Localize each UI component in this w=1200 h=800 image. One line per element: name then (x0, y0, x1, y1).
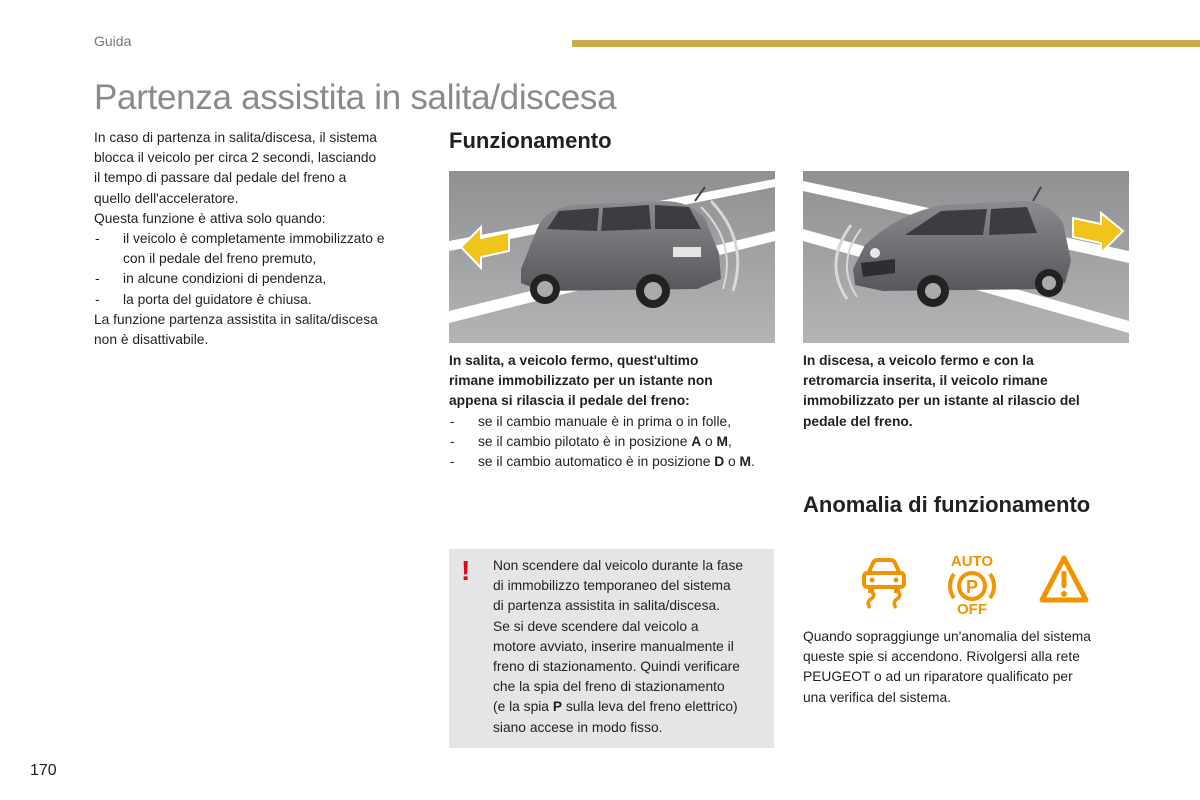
list-item-line: - la porta del guidatore è chiusa. (123, 291, 312, 307)
intro-text (94, 128, 422, 350)
list-item-line: - in alcune condizioni di pendenza, (123, 271, 327, 287)
funzionamento-heading: Funzionamento (449, 128, 612, 153)
auto-label: AUTO (950, 553, 994, 570)
caption-bold-line: retromarcia inserita, il veicolo rimane (803, 373, 1048, 389)
gear-letter: M (739, 454, 752, 470)
warning-box (449, 549, 774, 748)
downhill-caption (803, 351, 1133, 432)
list-item-text: se il cambio automatico è in posizione (478, 454, 715, 470)
warning-line: Non scendere dal veicolo durante la fase (493, 558, 744, 573)
anomalia-line: PEUGEOT o ad un riparatore qualificato per (803, 669, 1073, 685)
anomalia-text (803, 627, 1133, 708)
list-item-text: o (724, 454, 740, 470)
warning-line: di partenza assistita in salita/discesa. (493, 598, 720, 614)
list-item-text: , (728, 433, 732, 449)
header-accent-bar (572, 40, 1200, 47)
uphill-car-image (449, 171, 775, 343)
warning-line: che la spia del freno di stazionamento (493, 679, 725, 695)
caption-bold-line: appena si rilascia il pedale del freno: (449, 393, 690, 409)
anomalia-line: Quando sopraggiunge un'anomalia del sistema (803, 629, 1091, 644)
uphill-caption (449, 351, 779, 472)
downhill-illustration (803, 171, 1129, 343)
warning-line: motore avviato, inserire manualmente il (493, 638, 734, 654)
closing-line: non è disattivabile. (94, 332, 209, 348)
caption-bold-line: In discesa, a veicolo fermo e con la (803, 353, 1034, 368)
gear-letter: M (716, 433, 729, 449)
list-item (449, 412, 779, 432)
warning-line: di immobilizzo temporaneo del sistema (493, 578, 731, 594)
condition-lead: Questa funzione è attiva solo quando: (94, 210, 326, 226)
warning-line (493, 697, 769, 717)
warning-line: siano accese in modo fisso. (493, 719, 663, 735)
stability-control-icon (860, 552, 908, 617)
list-item (449, 452, 779, 472)
list-item (449, 432, 779, 452)
parking-p-label: P (965, 577, 979, 597)
uphill-illustration (449, 171, 775, 343)
auto-parking-off-icon (944, 552, 1000, 621)
condition-list (94, 229, 422, 310)
caption-bold-line: In salita, a veicolo fermo, quest'ultimo (449, 353, 699, 368)
warning-line: Se si deve scendere dal veicolo a (493, 618, 699, 634)
gearbox-list (449, 412, 779, 473)
intro-line: quello dell'acceleratore. (94, 190, 239, 206)
intro-line: il tempo di passare dal pedale del freno a (94, 170, 347, 186)
gear-letter: A (691, 433, 702, 449)
exclamation-icon: ! (461, 555, 471, 586)
parking-letter: P (552, 699, 563, 715)
list-item-text: se il cambio manuale è in prima o in folle, (478, 413, 732, 429)
downhill-car-image (803, 171, 1129, 343)
list-item-text: . (751, 454, 755, 470)
list-item (94, 229, 422, 269)
warning-line-text: sulla leva del freno elettrico) (562, 699, 738, 715)
section-label: Guida (94, 33, 132, 49)
caption-bold-line: pedale del freno. (803, 413, 913, 429)
anomalia-line: queste spie si accendono. Rivolgersi alla rete (803, 649, 1080, 665)
list-item-line: con il pedale del freno premuto, (123, 251, 317, 267)
warning-line-text: (e la spia (493, 699, 553, 715)
page-number: 170 (30, 762, 57, 779)
off-label: OFF (957, 601, 987, 616)
gear-letter: D (714, 454, 725, 470)
anomalia-line: una verifica del sistema. (803, 689, 951, 705)
intro-line: blocca il veicolo per circa 2 secondi, lasciando (94, 150, 377, 166)
caption-bold-line: immobilizzato per un istante al rilascio del (803, 393, 1080, 409)
warning-line: freno di stazionamento. Quindi verificare (493, 659, 740, 675)
intro-line: In caso di partenza in salita/discesa, il sistema (94, 130, 377, 145)
page-title: Partenza assistita in salita/discesa (94, 78, 617, 117)
list-item (94, 269, 422, 289)
closing-line: La funzione partenza assistita in salita/discesa (94, 311, 378, 327)
warning-text (493, 556, 769, 738)
caption-bold-line: rimane immobilizzato per un istante non (449, 373, 713, 389)
list-item-text: se il cambio pilotato è in posizione (478, 433, 692, 449)
anomalia-heading: Anomalia di funzionamento (803, 492, 1091, 517)
list-item-line: - il veicolo è completamente immobilizzato e (123, 231, 385, 247)
warning-triangle-icon (1038, 552, 1090, 613)
list-item (94, 290, 422, 310)
list-item-text: o (701, 433, 717, 449)
